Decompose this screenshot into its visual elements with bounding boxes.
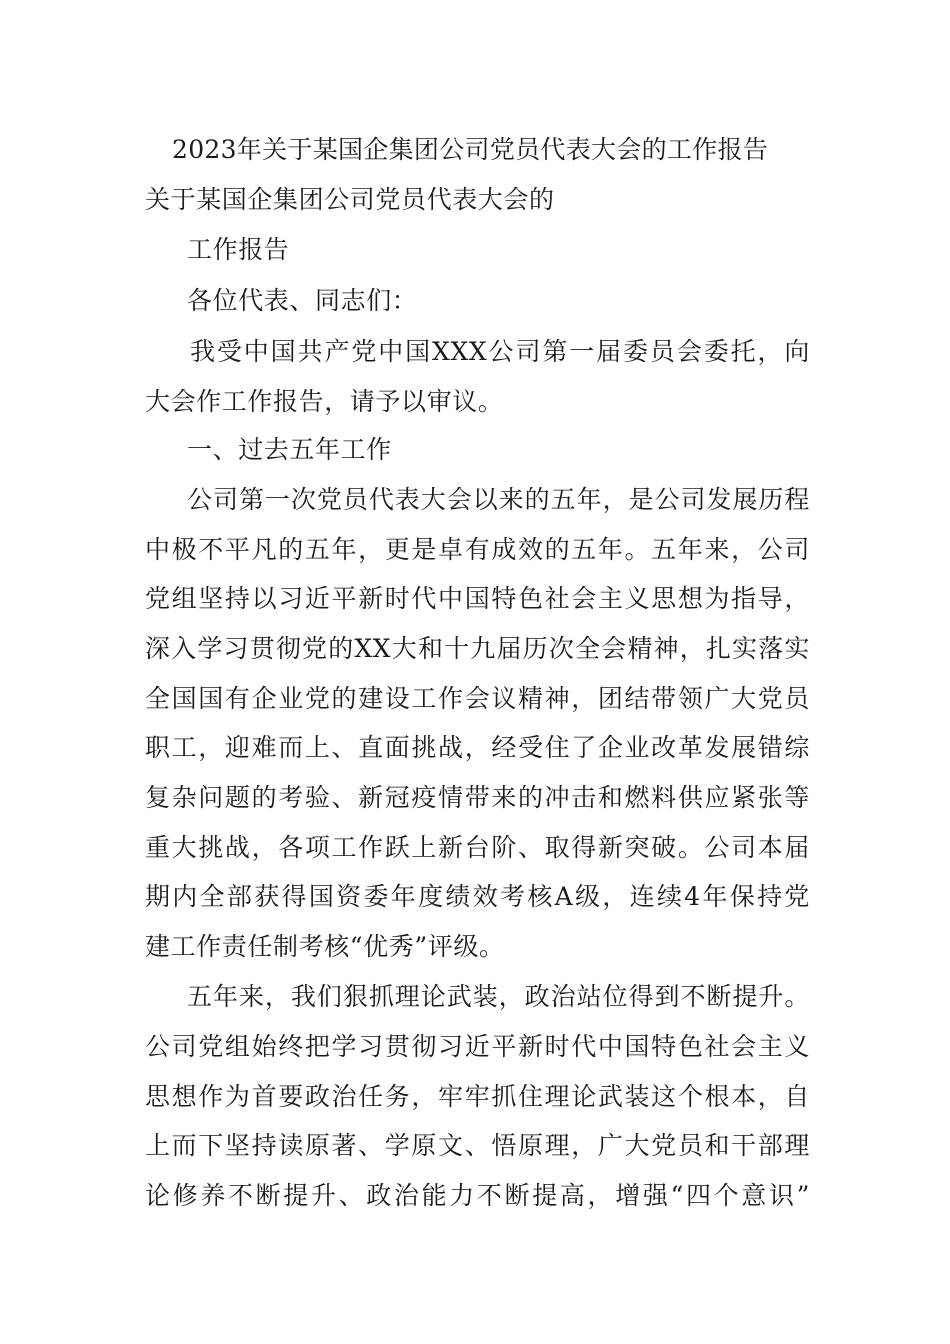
paragraph-line: 党组坚持以习近平新时代中国特色社会主义思想为指导， [145,584,810,613]
paragraph-line: 我受中国共产党中国XXX公司第一届委员会委托，向 [190,337,810,366]
paragraph-line: 公司第一次党员代表大会以来的五年，是公司发展历程 [187,485,810,514]
document-title: 2023年关于某国企集团公司党员代表大会的工作报告 [172,135,769,164]
paragraph-line: 复杂问题的考验、新冠疫情带来的冲击和燃料供应紧张等 [145,783,810,812]
paragraph-line: 重大挑战，各项工作跃上新台阶、取得新突破。公司本届 [145,833,810,862]
paragraph-line: 职工，迎难而上、直面挑战，经受住了企业改革发展错综 [145,733,810,762]
salutation: 各位代表、同志们： [187,286,418,315]
paragraph-line: 五年来，我们狠抓理论武装，政治站位得到不断提升。 [187,982,810,1011]
paragraph-line: 深入学习贯彻党的XX大和十九届历次全会精神，扎实落实 [145,634,810,663]
paragraph-line: 思想作为首要政治任务，牢牢抓住理论武装这个根本，自 [145,1082,810,1111]
section-heading: 一、过去五年工作 [187,435,392,464]
paragraph-line: 中极不平凡的五年，更是卓有成效的五年。五年来，公司 [145,535,810,564]
paragraph-line: 公司党组始终把学习贯彻习近平新时代中国特色社会主义 [145,1032,810,1061]
paragraph-line: 期内全部获得国资委年度绩效考核A级，连续4年保持党 [145,882,810,911]
paragraph-line: 全国国有企业党的建设工作会议精神，团结带领广大党员 [145,684,810,713]
paragraph-line: 建工作责任制考核“优秀”评级。 [145,932,505,961]
subtitle-line-2: 工作报告 [187,235,290,264]
paragraph-line: 大会作工作报告，请予以审议。 [145,387,504,416]
subtitle-line-1: 关于某国企集团公司党员代表大会的 [145,185,555,214]
paragraph-line: 上而下坚持读原著、学原文、悟原理，广大党员和干部理 [145,1131,810,1160]
paragraph-line: 论修养不断提升、政治能力不断提高，增强“四个意识” [145,1181,810,1210]
